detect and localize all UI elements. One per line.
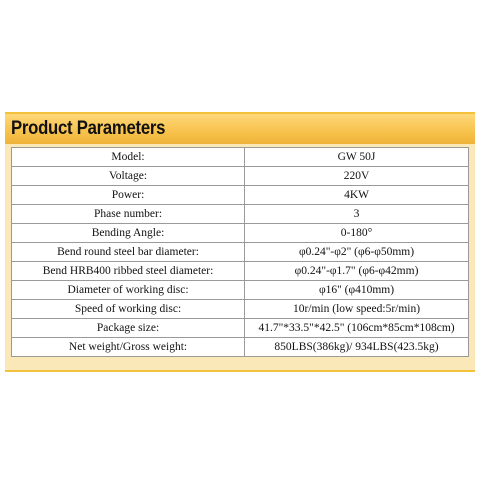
param-value: 10r/min (low speed:5r/min) bbox=[245, 300, 469, 319]
param-value: 0-180° bbox=[245, 224, 469, 243]
product-parameters-panel bbox=[5, 112, 475, 372]
param-value: 41.7"*33.5"*42.5" (106cm*85cm*108cm) bbox=[245, 319, 469, 338]
param-value: φ0.24"-φ1.7" (φ6-φ42mm) bbox=[245, 262, 469, 281]
table-row bbox=[12, 224, 469, 243]
param-value: 220V bbox=[245, 167, 469, 186]
param-label: Diameter of working disc: bbox=[12, 281, 245, 300]
param-label: Phase number: bbox=[12, 205, 245, 224]
table-row bbox=[12, 167, 469, 186]
param-value: 850LBS(386kg)/ 934LBS(423.5kg) bbox=[245, 338, 469, 357]
param-label: Bend round steel bar diameter: bbox=[12, 243, 245, 262]
table-row bbox=[12, 243, 469, 262]
table-row bbox=[12, 281, 469, 300]
param-label: Package size: bbox=[12, 319, 245, 338]
table-row bbox=[12, 262, 469, 281]
param-value: 4KW bbox=[245, 186, 469, 205]
table-row bbox=[12, 300, 469, 319]
param-value: 3 bbox=[245, 205, 469, 224]
param-label: Speed of working disc: bbox=[12, 300, 245, 319]
table-row bbox=[12, 338, 469, 357]
param-label: Net weight/Gross weight: bbox=[12, 338, 245, 357]
param-label: Power: bbox=[12, 186, 245, 205]
parameters-table bbox=[11, 147, 469, 357]
table-row bbox=[12, 148, 469, 167]
param-label: Bending Angle: bbox=[12, 224, 245, 243]
param-label: Model: bbox=[12, 148, 245, 167]
param-label: Voltage: bbox=[12, 167, 245, 186]
table-wrapper bbox=[5, 144, 475, 357]
param-label: Bend HRB400 ribbed steel diameter: bbox=[12, 262, 245, 281]
table-row bbox=[12, 186, 469, 205]
table-row bbox=[12, 205, 469, 224]
param-value: φ0.24"-φ2" (φ6-φ50mm) bbox=[245, 243, 469, 262]
param-value: φ16" (φ410mm) bbox=[245, 281, 469, 300]
section-title: Product Parameters bbox=[11, 118, 166, 139]
table-row bbox=[12, 319, 469, 338]
param-value: GW 50J bbox=[245, 148, 469, 167]
panel-header bbox=[5, 114, 475, 144]
